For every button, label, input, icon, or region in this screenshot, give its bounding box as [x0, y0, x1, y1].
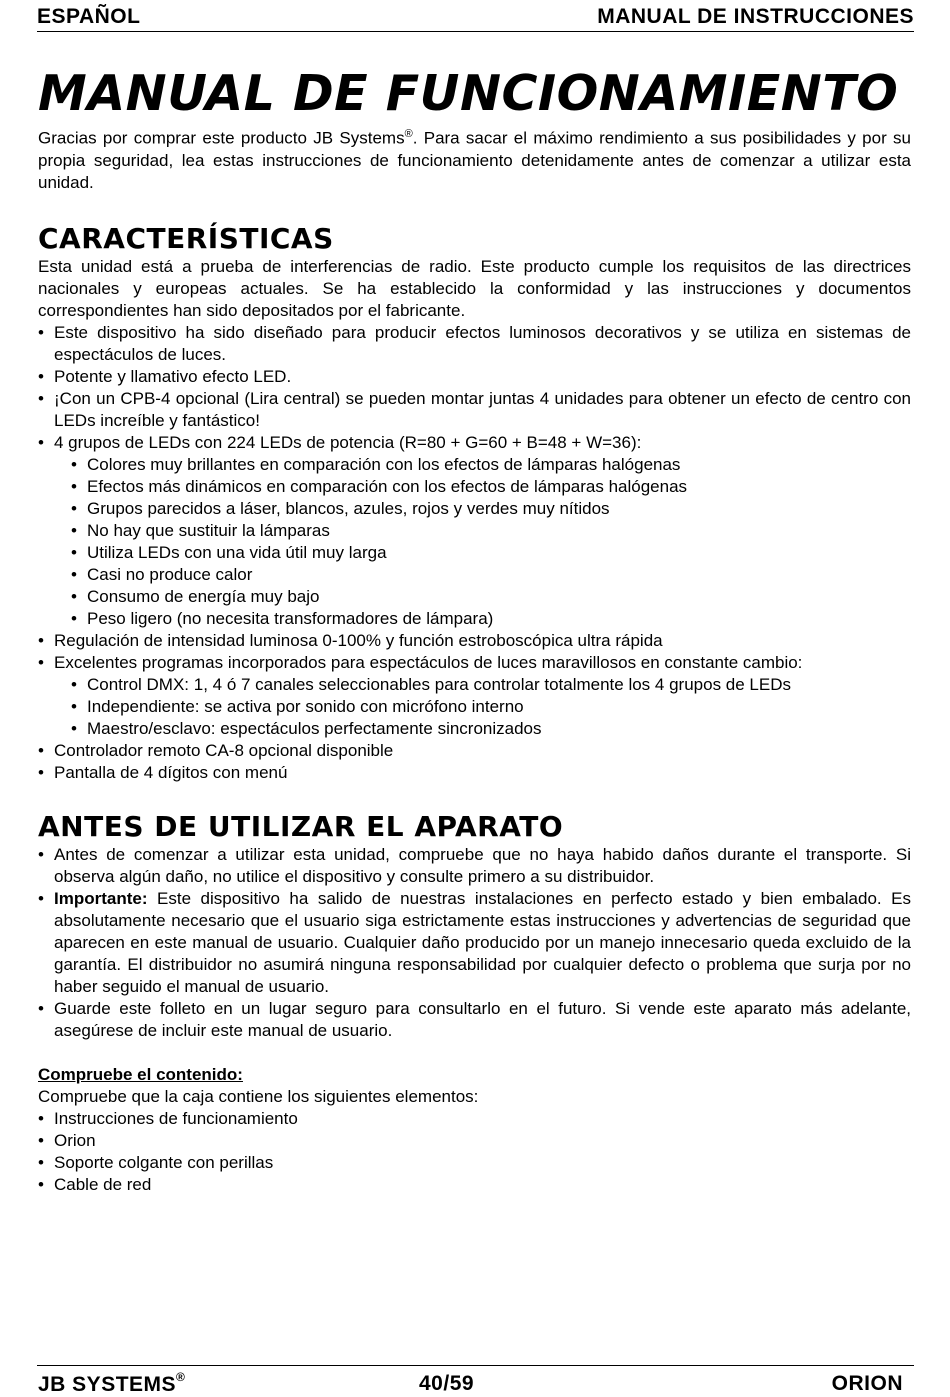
list-item: • Peso ligero (no necesita transformadores de lámpara)	[71, 608, 911, 630]
footer-product: ORION	[831, 1372, 903, 1395]
registered-mark: ®	[404, 128, 413, 140]
list-item: • Soporte colgante con perillas	[38, 1152, 911, 1174]
list-item: • Orion	[38, 1130, 911, 1152]
list-item: • Excelentes programas incorporados para espectáculos de luces maravillosos en constante cambio: • Control DMX: 1, 4 ó 7 canales seleccionables para controlar totalmente los 4 grupos de LEDs • Independiente: se activa por sonido con micrófono interno • Maestro/esclavo: espectáculos perfectamente sincronizados	[38, 652, 911, 740]
list-item: • Maestro/esclavo: espectáculos perfectamente sincronizados	[71, 718, 911, 740]
package-contents	[38, 1064, 911, 1196]
list-item: • Cable de red	[38, 1174, 911, 1196]
list-item: • Consumo de energía muy bajo	[71, 586, 911, 608]
page-number: 40/59	[419, 1372, 475, 1395]
header-language: ESPAÑOL	[37, 4, 141, 28]
list-item: • Colores muy brillantes en comparación con los efectos de lámparas halógenas	[71, 454, 911, 476]
list-item: • Pantalla de 4 dígitos con menú	[38, 762, 911, 784]
intro-paragraph: Gracias por comprar este producto JB Systems®. Para sacar el máximo rendimiento a sus posibilidades y por su propia seguridad, lea estas instrucciones de funcionamiento detenidamente antes de comenzar a utilizar esta unidad.	[38, 128, 911, 192]
list-item: • Importante: Este dispositivo ha salido de nuestras instalaciones en perfecto estado y bien embalado. Es absolutamente necesario que el usuario siga estrictamente estas instrucciones y advertencias de seguridad que aparecen en este manual de usuario. Cualquier daño producido por un manejo innecesario queda excluido de la garantía. El distribuidor no asumirá ninguna responsabilidad por cualquier defecto o problema que surja por no haber seguido el manual de usuario.	[38, 888, 911, 998]
list-item: • 4 grupos de LEDs con 224 LEDs de potencia (R=80 + G=60 + B=48 + W=36): • Colores muy brillantes en comparación con los efectos de lámparas halógenas • Efectos más dinámicos en comparación con los efectos de lámparas halógenas • Grupos parecidos a láser, blancos, azules, rojos y verdes muy nítidos • No hay que sustituir la lámparas • Utiliza LEDs con una vida útil muy larga • Casi no produce calor • Consumo de energía muy bajo • Peso ligero (no necesita transformadores de lámpara)	[38, 432, 911, 630]
contents-title: Compruebe el contenido:	[38, 1064, 243, 1084]
contents-list	[38, 1108, 911, 1196]
features-paragraph: Esta unidad está a prueba de interferencias de radio. Este producto cumple los requisitos de las directrices nacionales y europeas actuales. Se ha establecido la conformidad y las instrucciones y documentos correspondientes han sido depositados por el fabricante.	[38, 256, 911, 320]
main-content	[38, 123, 911, 1196]
page-footer	[37, 1365, 914, 1396]
list-item: • Potente y llamativo efecto LED.	[38, 366, 911, 388]
list-item: • Control DMX: 1, 4 ó 7 canales seleccionables para controlar totalmente los 4 grupos de LEDs	[71, 674, 911, 696]
list-item: • Efectos más dinámicos en comparación con los efectos de lámparas halógenas	[71, 476, 911, 498]
programs-list	[54, 674, 911, 740]
list-item: • Casi no produce calor	[71, 564, 911, 586]
list-item: • Este dispositivo ha sido diseñado para producir efectos luminosos decorativos y se utiliza en sistemas de espectáculos de luces.	[38, 322, 911, 366]
list-item: • Antes de comenzar a utilizar esta unidad, compruebe que no haya habido daños durante el transporte. Si observa algún daño, no utilice el dispositivo y consulte primero a su distribuidor.	[38, 844, 911, 888]
list-item: • ¡Con un CPB-4 opcional (Lira central) se pueden montar juntas 4 unidades para obtener un efecto de centro con LEDs increíble y fantástico!	[38, 388, 911, 432]
important-label: Importante:	[54, 888, 148, 908]
registered-mark: ®	[176, 1370, 186, 1384]
page-title: MANUAL DE FUNCIONAMIENTO	[38, 65, 899, 122]
section-heading-features: CARACTERÍSTICAS	[38, 221, 334, 255]
list-item: • Instrucciones de funcionamiento	[38, 1108, 911, 1130]
led-benefits-list	[54, 454, 911, 630]
list-item: • Grupos parecidos a láser, blancos, azules, rojos y verdes muy nítidos	[71, 498, 911, 520]
contents-intro: Compruebe que la caja contiene los siguientes elementos:	[38, 1086, 479, 1106]
footer-brand: JB SYSTEMS®	[38, 1370, 186, 1396]
list-item: • Guarde este folleto en un lugar seguro para consultarlo en el futuro. Si vende este aparato más adelante, asegúrese de incluir este manual de usuario.	[38, 998, 911, 1042]
list-item: • No hay que sustituir la lámparas	[71, 520, 911, 542]
list-item: • Regulación de intensidad luminosa 0-100% y función estroboscópica ultra rápida	[38, 630, 911, 652]
list-item: • Controlador remoto CA-8 opcional disponible	[38, 740, 911, 762]
page-header	[37, 2, 914, 32]
section-heading-before-use: ANTES DE UTILIZAR EL APARATO	[38, 809, 564, 843]
header-manual-type: MANUAL DE INSTRUCCIONES	[597, 4, 914, 28]
list-item: • Independiente: se activa por sonido con micrófono interno	[71, 696, 911, 718]
before-use-list	[38, 844, 911, 1042]
features-list	[38, 322, 911, 784]
list-item: • Utiliza LEDs con una vida útil muy larga	[71, 542, 911, 564]
